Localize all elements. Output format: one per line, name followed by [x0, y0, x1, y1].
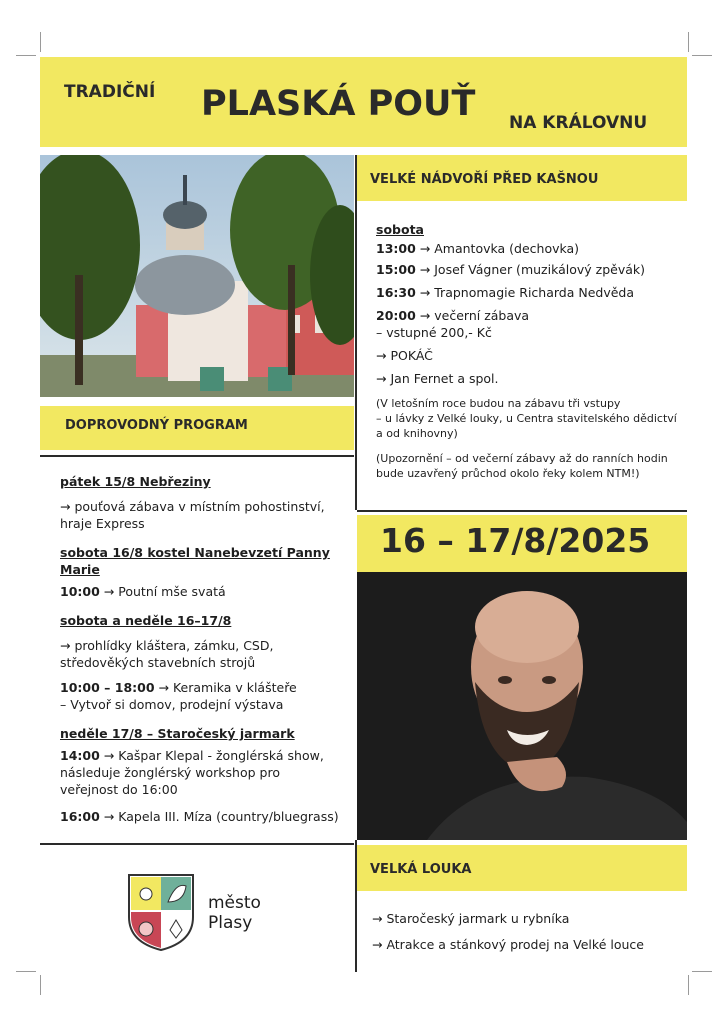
sunday-line: veřejnost do 16:00	[60, 782, 178, 797]
meadow-heading: VELKÁ LOUKA	[370, 862, 472, 877]
schedule-extra: → POKÁČ	[376, 348, 433, 363]
meadow-item: → Atrakce a stánkový prodej na Velké louce	[372, 937, 644, 952]
header-pretitle: TRADIČNÍ	[64, 82, 156, 102]
header-posttitle: NA KRÁLOVNU	[509, 113, 648, 133]
schedule-item: 20:00 → večerní zábava	[376, 308, 530, 323]
town-name	[208, 893, 261, 933]
column-divider-top	[355, 155, 357, 510]
event-date: 16 – 17/8/2025	[380, 521, 651, 560]
weekend-line: → prohlídky kláštera, zámku, CSD,	[60, 638, 274, 653]
date-divider	[357, 510, 687, 512]
page-title: PLASKÁ POUŤ	[201, 84, 476, 124]
sunday-line: následuje žonglérský workshop pro	[60, 765, 280, 780]
sunday-item: 14:00 → Kašpar Klepal - žonglérská show,	[60, 748, 324, 763]
friday-heading: pátek 15/8 Nebřeziny	[60, 474, 211, 489]
schedule-item: 16:30 → Trapnomagie Richarda Nedvěda	[376, 285, 635, 300]
church-photo	[40, 155, 354, 397]
courtyard-note-warning: (Upozornění – od večerní zábavy až do ranních hodin bude uzavřený průchod okolo řeky kolem NTM!)	[376, 452, 668, 480]
courtyard-heading: VELKÉ NÁDVOŘÍ PŘED KAŠNOU	[370, 172, 599, 187]
weekend-sub: – Vytvoř si domov, prodejní výstava	[60, 697, 284, 712]
program-list	[60, 473, 352, 825]
meadow-divider	[40, 843, 354, 845]
town-logo	[126, 872, 196, 952]
meadow-item: → Staročeský jarmark u rybníka	[372, 911, 570, 926]
program-divider	[40, 455, 354, 457]
town-name-line: Plasy	[208, 913, 253, 933]
friday-line: → pouťová zábava v místním pohostinství,	[60, 499, 325, 514]
schedule-item: 15:00 → Josef Vágner (muzikálový zpěvák)	[376, 262, 645, 277]
town-name-line: město	[208, 893, 261, 913]
friday-line: hraje Express	[60, 516, 145, 531]
saturday-heading: sobota 16/8 kostel Nanebevzetí Panny Marie	[60, 545, 330, 577]
weekend-heading: sobota a neděle 16–17/8	[60, 613, 232, 628]
sunday-heading: neděle 17/8 – Staročeský jarmark	[60, 726, 295, 741]
courtyard-day: sobota	[376, 222, 424, 237]
schedule-item: 13:00 → Amantovka (dechovka)	[376, 241, 580, 256]
weekend-item: 10:00 – 18:00 → Keramika v klášteře	[60, 680, 297, 695]
performer-photo	[357, 572, 687, 840]
courtyard-schedule	[376, 221, 686, 481]
weekend-line: středověkých stavebních strojů	[60, 655, 256, 670]
courtyard-note-entrances: (V letošním roce budou na zábavu tři vstupy – u lávky z Velké louky, u Centra stavitelského dědictví a od knihovny)	[376, 397, 677, 440]
saturday-item: 10:00 → Poutní mše svatá	[60, 584, 226, 599]
program-heading: DOPROVODNÝ PROGRAM	[65, 418, 248, 433]
schedule-extra: → Jan Fernet a spol.	[376, 371, 499, 386]
schedule-item-sub: – vstupné 200,- Kč	[376, 325, 492, 340]
meadow-list	[372, 910, 687, 953]
sunday-item: 16:00 → Kapela III. Míza (country/bluegrass)	[60, 809, 339, 824]
